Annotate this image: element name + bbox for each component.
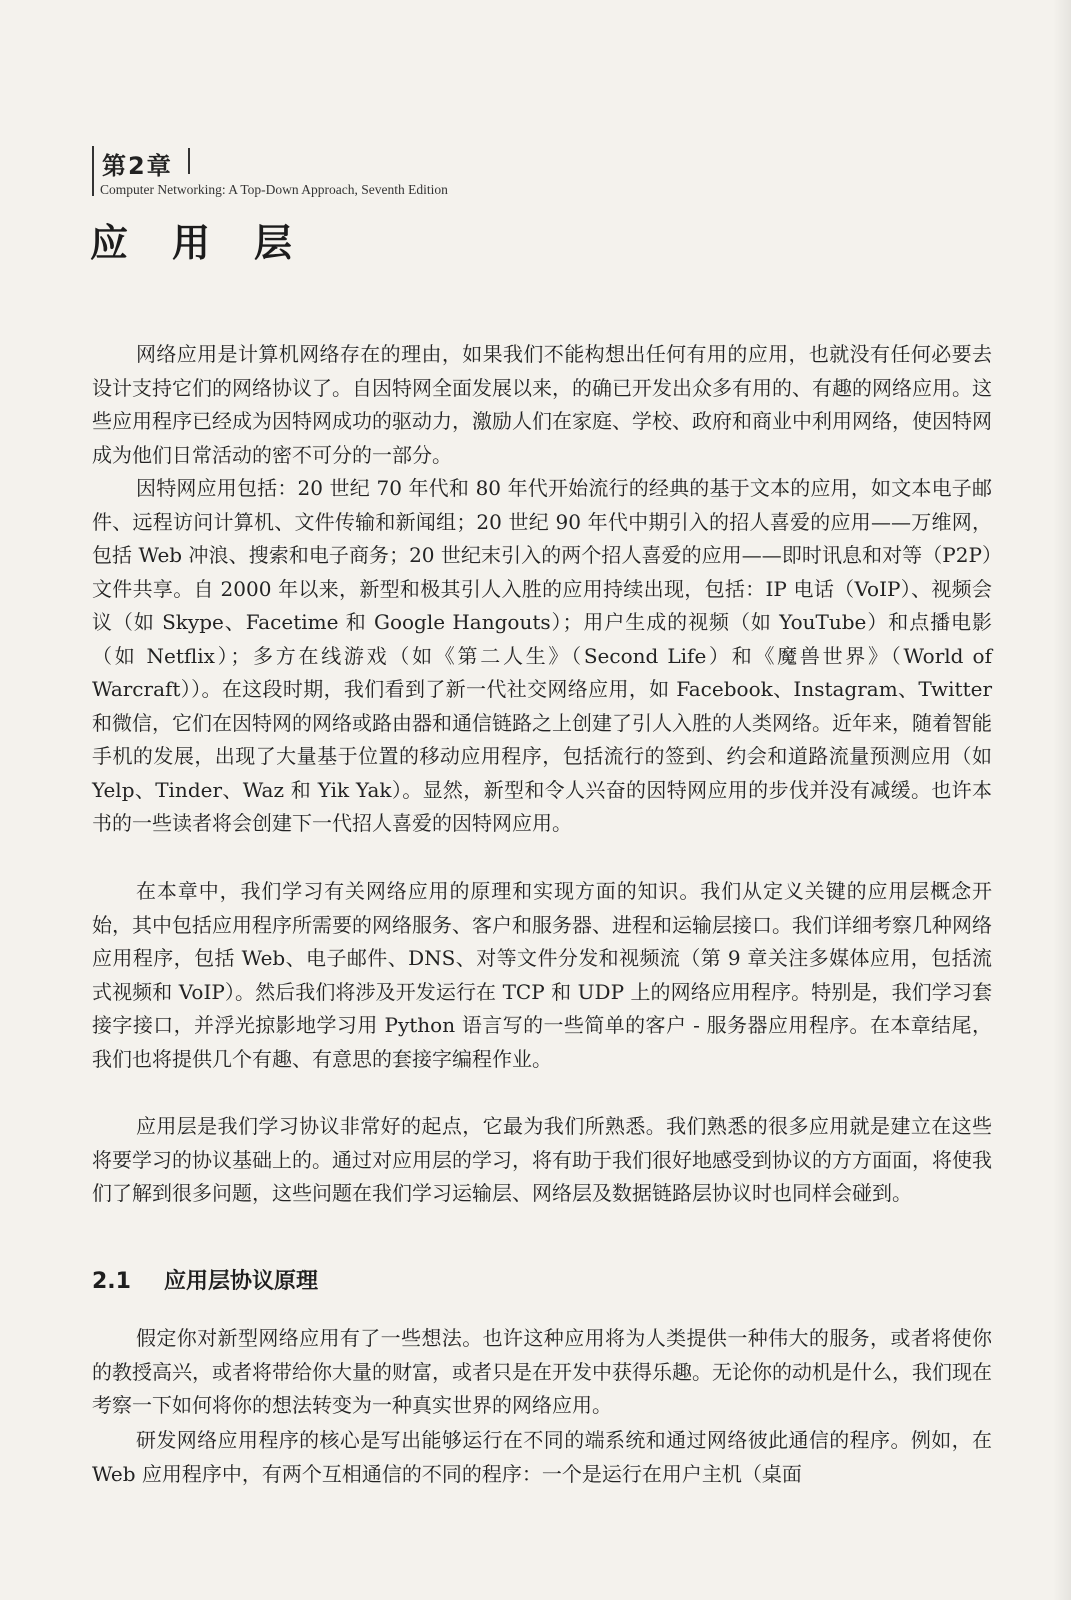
- paragraph: 网络应用是计算机网络存在的理由，如果我们不能构想出任何有用的应用，也就没有任何必要去设计支持它们的网络协议了。自因特网全面发展以来，的确已开发出众多有用的、有趣的网络应用。这些应用程序已经成为因特网成功的驱动力，激励人们在家庭、学校、政府和商业中利用网络，使因特网成为他们日常活动的密不可分的一部分。: [92, 342, 992, 467]
- paragraph: 应用层是我们学习协议非常好的起点，它最为我们所熟悉。我们熟悉的很多应用就是建立在这些将要学习的协议基础上的。通过对应用层的学习，将有助于我们很好地感受到协议的方方面面，将使我们了解到很多问题，这些问题在我们学习运输层、网络层及数据链路层协议时也同样会碰到。: [92, 1114, 992, 1205]
- chapter-title: 应用层: [90, 221, 337, 265]
- book-title: Computer Networking: A Top-Down Approach, Seventh Edition: [100, 182, 448, 197]
- paragraph: 研发网络应用程序的核心是写出能够运行在不同的端系统和通过网络彼此通信的程序。例如，在 Web 应用程序中，有两个互相通信的不同的程序：一个是运行在用户主机（桌面: [92, 1428, 992, 1486]
- chapter-rule: [92, 146, 94, 196]
- chapter-label-divider: [188, 148, 190, 174]
- section-title: 应用层协议原理: [164, 1269, 319, 1294]
- paragraph: 假定你对新型网络应用有了一些想法。也许这种应用将为人类提供一种伟大的服务，或者将使你的教授高兴，或者将带给你大量的财富，或者只是在开发中获得乐趣。无论你的动机是什么，我们现在考察一下如何将你的想法转变为一种真实世界的网络应用。: [92, 1326, 992, 1417]
- section-heading: [92, 1264, 318, 1295]
- section-number: 2.1: [92, 1269, 131, 1294]
- scan-edge-shadow: [1053, 0, 1071, 1600]
- paragraph: 因特网应用包括：20 世纪 70 年代和 80 年代开始流行的经典的基于文本的应用，如文本电子邮件、远程访问计算机、文件传输和新闻组；20 世纪 90 年代中期引入的招人喜爱的应用——万维网，包括 Web 冲浪、搜索和电子商务；20 世纪末引入的两个招人喜爱的应用——即时讯息和对等（P2P）文件共享。自 2000 年以来，新型和极其引人入胜的应用持续出现，包括：IP 电话（VoIP）、视频会议（如 Skype、Facetime 和 Google Hangouts）；用户生成的视频（如 YouTube）和点播电影（如 Netflix）；多方在线游戏（如《第二人生》（Second Life）和《魔兽世界》（World of Warcraft））。在这段时期，我们看到了新一代社交网络应用，如 Facebook、Instagram、Twitter 和微信，它们在因特网的网络或路由器和通信链路之上创建了引人入胜的人类网络。近年来，随着智能手机的发展，出现了大量基于位置的移动应用程序，包括流行的签到、约会和道路流量预测应用（如 Yelp、Tinder、Waz 和 Yik Yak）。显然，新型和令人兴奋的因特网应用的步伐并没有减缓。也许本书的一些读者将会创建下一代招人喜爱的因特网应用。: [92, 476, 992, 835]
- chapter-label: 第2章: [102, 152, 173, 180]
- paragraph: 在本章中，我们学习有关网络应用的原理和实现方面的知识。我们从定义关键的应用层概念开始，其中包括应用程序所需要的网络服务、客户和服务器、进程和运输层接口。我们详细考察几种网络应用程序，包括 Web、电子邮件、DNS、对等文件分发和视频流（第 9 章关注多媒体应用，包括流式视频和 VoIP）。然后我们将涉及开发运行在 TCP 和 UDP 上的网络应用程序。特别是，我们学习套接字接口，并浮光掠影地学习用 Python 语言写的一些简单的客户 - 服务器应用程序。在本章结尾，我们也将提供几个有趣、有意思的套接字编程作业。: [92, 879, 992, 1071]
